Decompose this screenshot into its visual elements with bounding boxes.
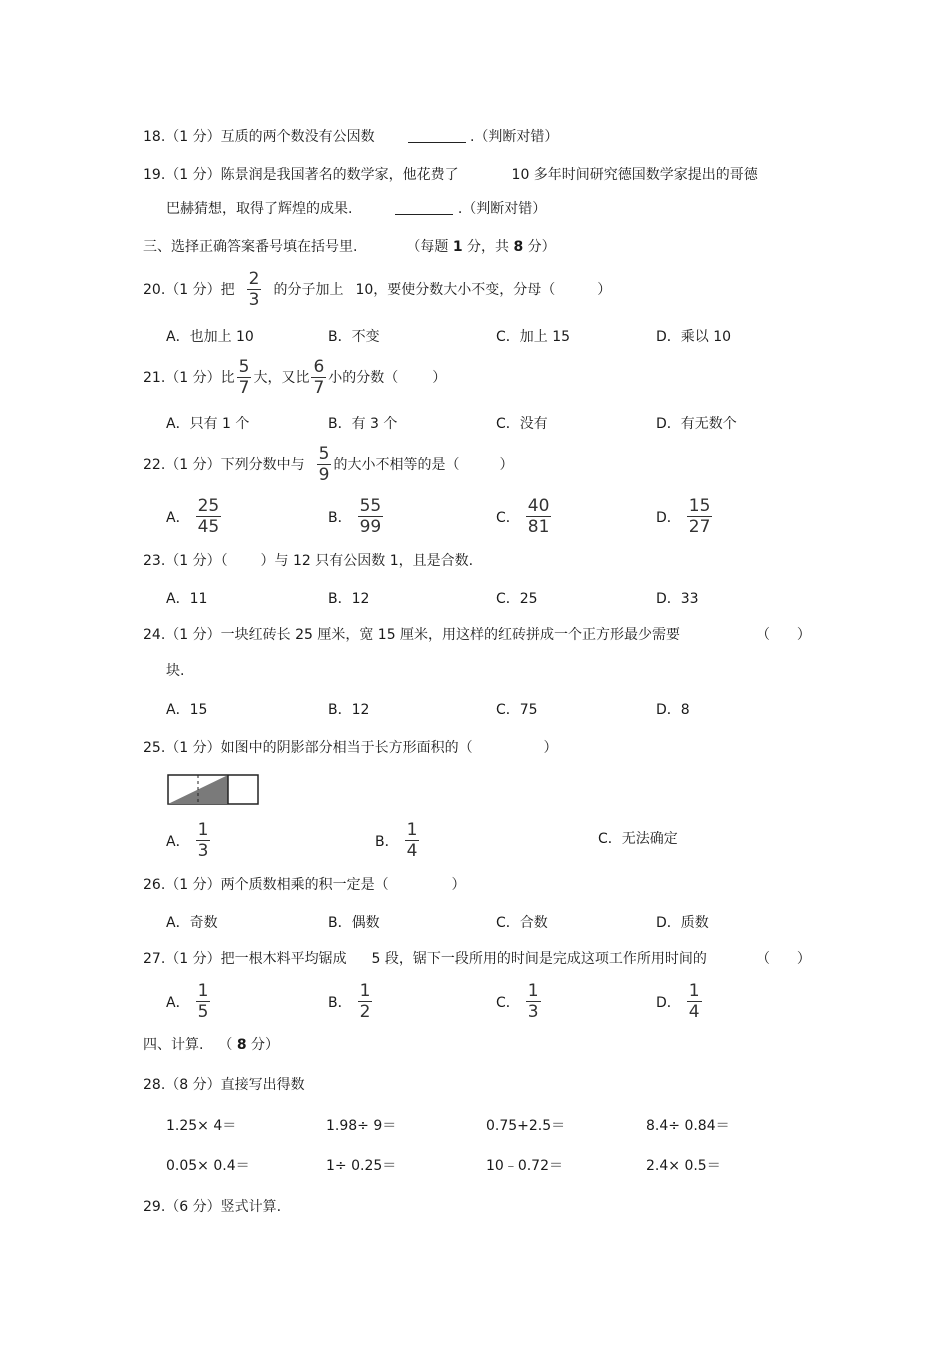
option-b[interactable] [328,701,369,719]
question-22-text: 22.（1 分）下列分数中与 [143,456,305,473]
option-b[interactable] [328,328,380,346]
option-a[interactable] [166,328,254,346]
option-c[interactable] [598,830,678,848]
fraction-numerator: 5 [238,357,250,377]
option-a[interactable] [166,982,212,1021]
option-label: B．12 [328,591,370,607]
judge-note: .（判断对错） [469,129,559,145]
option-a[interactable] [166,497,223,536]
option-c[interactable] [496,701,538,719]
option-label: C．25 [496,591,538,607]
question-23-text: 23.（1 分）（ [143,553,228,569]
fraction-numerator: 1 [406,820,418,840]
rectangle-figure [166,773,260,807]
option-b[interactable] [328,497,385,536]
fraction-denominator: 7 [313,378,325,398]
fraction-denominator: 99 [359,517,382,537]
option-letter: A． [166,833,190,850]
option-label: D．有无数个 [656,416,737,432]
fraction-denominator: 7 [238,378,250,398]
option-label: C．没有 [496,416,548,432]
option-label: C．加上 15 [496,329,571,345]
fraction-denominator: 2 [359,1002,371,1022]
answer-bracket-close: ） [543,740,558,756]
fraction-denominator: 27 [688,517,711,537]
question-24-text: 24.（1 分）一块红砖长 25 厘米，宽 15 厘米，用这样的红砖拼成一个正方形最少需要 [143,627,681,643]
question-28 [143,1076,305,1094]
question-25-text: 25.（1 分）如图中的阴影部分相当于长方形面积的（ [143,740,473,756]
option-c[interactable] [496,328,570,346]
question-20 [143,270,611,309]
option-letter: A． [166,509,190,526]
question-19-line2 [166,200,546,218]
option-label: A．只有 1 个 [166,416,250,432]
question-20-text: 20.（1 分）把 [143,281,235,298]
calc-item [646,1157,721,1175]
section-3-note-total: 8 [513,239,524,255]
section-3-title: 三、选择正确答案番号填在括号里. [143,239,358,255]
option-label: C．无法确定 [598,831,678,847]
fraction-numerator: 25 [197,496,220,516]
option-letter: C． [496,994,520,1011]
question-18 [143,128,558,146]
calc-item [646,1117,730,1135]
answer-bracket-close: ） [451,877,466,893]
answer-bracket-close: ） [796,627,811,643]
fraction-numerator: 1 [197,981,209,1001]
answer-bracket [756,626,811,644]
option-c[interactable] [496,914,548,932]
option-d[interactable] [656,328,731,346]
calc-item [326,1157,396,1175]
option-a[interactable] [166,415,249,433]
answer-bracket-open: （ [756,951,770,967]
option-letter: D． [656,509,681,526]
question-21-text: 21.（1 分）比 [143,369,235,386]
fraction [526,982,541,1021]
section-4-note-end: 分） [251,1037,280,1053]
fraction [405,821,420,860]
option-letter: A． [166,994,190,1011]
option-label: A．也加上 10 [166,329,254,345]
calc-expression: 2.4× 0.5＝ [646,1158,721,1174]
fraction-numerator: 2 [248,269,260,289]
question-27 [143,950,707,968]
option-d[interactable] [656,701,690,719]
question-21-text-mid: 大，又比 [253,369,310,386]
answer-bracket-close: ） [796,951,811,967]
section-3-note-end: 分） [527,239,556,255]
option-label: B．偶数 [328,915,380,931]
option-label: D．乘以 10 [656,329,732,345]
option-b[interactable] [375,821,421,860]
option-d[interactable] [656,590,699,608]
calc-item [486,1157,563,1175]
calc-expression: 1÷ 0.25＝ [326,1158,397,1174]
option-b[interactable] [328,982,374,1021]
question-19-text-cont: 10 多年时间研究德国数学家提出的哥德 [511,167,758,183]
fraction-denominator: 3 [527,1002,539,1022]
calc-expression: 8.4÷ 0.84＝ [646,1118,730,1134]
fraction-denominator: 5 [197,1002,209,1022]
question-25 [143,739,558,757]
option-a[interactable] [166,590,207,608]
fraction [317,445,332,484]
fraction [687,497,713,536]
option-c[interactable] [496,497,553,536]
question-22-text-end: 的大小不相等的是（ [333,456,460,473]
option-label: B．有 3 个 [328,416,398,432]
fraction-denominator: 4 [406,841,418,861]
question-18-text: 18.（1 分）互质的两个数没有公因数 [143,129,375,145]
option-letter: B． [328,994,352,1011]
question-20-text-end: 10，要使分数大小不变，分母（ [355,281,556,298]
fraction-numerator: 5 [318,444,330,464]
calc-expression: 10﹣0.72＝ [486,1158,563,1174]
section-4-note: （ [218,1037,233,1053]
calc-item [166,1157,250,1175]
fraction [358,497,384,536]
question-27-text: 27.（1 分）把一根木料平均锯成 [143,951,347,967]
question-26-text: 26.（1 分）两个质数相乘的积一定是（ [143,877,389,893]
question-21 [143,358,446,397]
fraction-numerator: 1 [688,981,700,1001]
fraction-numerator: 1 [527,981,539,1001]
answer-blank[interactable] [395,200,453,215]
fraction-denominator: 9 [318,465,330,485]
calc-expression: 1.98÷ 9＝ [326,1118,397,1134]
option-letter: B． [375,833,399,850]
answer-bracket-close: ） [432,369,447,386]
option-b[interactable] [328,914,380,932]
option-label: C．合数 [496,915,548,931]
option-a[interactable] [166,701,207,719]
fraction [687,982,702,1021]
option-d[interactable] [656,914,709,932]
option-c[interactable] [496,590,538,608]
question-21-text-end: 小的分数（ [328,369,399,386]
section-3-note-points: 1 [452,239,463,255]
question-24 [143,626,680,644]
fraction [358,982,373,1021]
option-d[interactable] [656,982,704,1021]
question-28-text: 28.（8 分）直接写出得数 [143,1077,305,1093]
question-22 [143,445,513,484]
option-a[interactable] [166,914,218,932]
fraction-denominator: 81 [527,517,550,537]
fraction [247,270,262,309]
question-19-text-line2: 巴赫猜想，取得了辉煌的成果. [166,201,353,217]
question-24-line2 [166,662,184,680]
question-26 [143,876,466,894]
option-label: D．33 [656,591,699,607]
fraction-numerator: 40 [527,496,550,516]
fraction [196,982,211,1021]
fraction [526,497,552,536]
question-29-text: 29.（6 分）竖式计算. [143,1199,282,1215]
answer-bracket-close: ） [499,456,514,473]
calc-item [486,1117,565,1135]
answer-bracket-close: ） [597,281,612,298]
section-3-note-mid: 分，共 [467,239,510,255]
fraction-denominator: 3 [248,290,260,310]
answer-bracket-open: （ [756,627,770,643]
question-23 [143,552,473,570]
fraction [196,821,211,860]
answer-bracket [756,950,811,968]
fraction-numerator: 1 [359,981,371,1001]
option-b[interactable] [328,590,369,608]
calc-expression: 0.05× 0.4＝ [166,1158,250,1174]
calc-item [326,1117,396,1135]
question-29 [143,1198,281,1216]
question-27-text-end: 5 段，锯下一段所用的时间是完成这项工作所用时间的 [371,951,707,967]
question-24-text-line2: 块. [166,663,185,679]
option-label: A．奇数 [166,915,218,931]
section-3-note: （每题 [406,239,449,255]
fraction-denominator: 4 [688,1002,700,1022]
option-label: D．8 [656,702,690,718]
option-d[interactable] [656,497,714,536]
option-a[interactable] [166,821,212,860]
fraction [311,358,326,397]
question-19 [143,166,758,184]
question-23-text-end: ）与 12 只有公因数 1，且是合数. [260,553,474,569]
option-label: B．12 [328,702,370,718]
fraction-numerator: 55 [359,496,382,516]
fraction-numerator: 6 [313,357,325,377]
option-letter: D． [656,994,681,1011]
option-label: C．75 [496,702,538,718]
fraction [196,497,222,536]
option-b[interactable] [328,415,397,433]
section-4-heading [143,1036,279,1054]
option-letter: B． [328,509,352,526]
option-label: D．质数 [656,915,709,931]
calc-expression: 0.75+2.5＝ [486,1118,566,1134]
calc-expression: 1.25× 4＝ [166,1118,237,1134]
fraction-numerator: 1 [197,820,209,840]
answer-blank[interactable] [408,128,466,143]
option-letter: C． [496,509,520,526]
judge-note: .（判断对错） [457,201,547,217]
fraction [237,358,252,397]
fraction-denominator: 3 [197,841,209,861]
option-d[interactable] [656,415,737,433]
option-c[interactable] [496,982,543,1021]
option-label: B．不变 [328,329,380,345]
question-19-text: 19.（1 分）陈景润是我国著名的数学家，他花费了 [143,167,459,183]
calc-item [166,1117,236,1135]
question-20-text-cont: 的分子加上 [273,281,344,298]
option-label: A．15 [166,702,208,718]
option-label: A．11 [166,591,208,607]
option-c[interactable] [496,415,548,433]
section-3-heading [143,238,556,256]
fraction-denominator: 45 [197,517,220,537]
fraction-numerator: 15 [688,496,711,516]
section-4-title: 四、计算. [143,1037,204,1053]
section-4-note-total: 8 [236,1037,247,1053]
